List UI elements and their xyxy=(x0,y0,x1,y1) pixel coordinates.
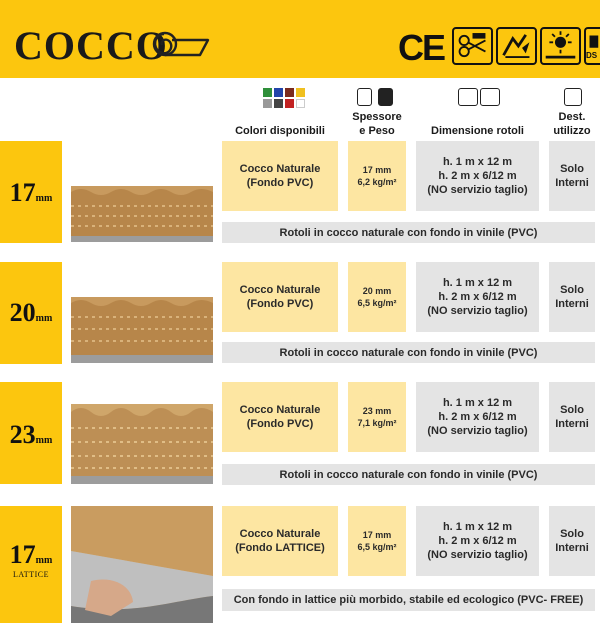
product-backing: (Fondo PVC) xyxy=(246,177,314,189)
brand-title: COCCO xyxy=(14,23,168,68)
ce-mark: CE xyxy=(398,27,445,68)
dimension-note: (NO servizio taglio) xyxy=(427,549,528,561)
ds-label: DS xyxy=(586,51,598,60)
spec-thickness: 23 mm xyxy=(362,406,392,416)
spec-thickness: 17 mm xyxy=(362,530,392,540)
thickness-value: 17 xyxy=(9,540,36,569)
dimension-1: h. 1 m x 12 m xyxy=(442,521,513,533)
destination-line2: Interni xyxy=(555,177,589,189)
dimension-2: h. 2 m x 6/12 m xyxy=(438,411,517,423)
column-destination-line1: Dest. xyxy=(558,111,586,123)
latex-mat-photo xyxy=(71,506,213,623)
swatch-grey xyxy=(263,99,272,108)
dimension-note: (NO servizio taglio) xyxy=(427,305,528,317)
swatch-brown xyxy=(285,88,294,97)
spec-thickness: 20 mm xyxy=(362,286,392,296)
coir-mat-photo xyxy=(71,297,213,363)
header-banner xyxy=(0,0,600,78)
column-thickness-line1: Spessore xyxy=(352,111,402,123)
dimension-note: (NO servizio taglio) xyxy=(427,184,528,196)
product-name-cell xyxy=(222,141,338,211)
thickness-value: 17 xyxy=(9,178,36,207)
description-strip: Con fondo in lattice più morbido, stabile ed ecologico (PVC- FREE) xyxy=(222,589,595,611)
product-name-cell xyxy=(222,382,338,452)
swatch-red xyxy=(285,99,294,108)
spec-weight: 6,5 kg/m² xyxy=(357,298,397,308)
destination-cell xyxy=(549,506,595,576)
swatch-blue xyxy=(274,88,283,97)
spec-weight: 7,1 kg/m² xyxy=(357,418,397,428)
dimension-cell xyxy=(416,141,539,211)
destination-cell xyxy=(549,141,595,211)
grip-resistance-icon xyxy=(496,27,537,65)
backing-type-label: LATTICE xyxy=(13,570,49,579)
dimension-2: h. 2 m x 6/12 m xyxy=(438,170,517,182)
column-colors: Colori disponibili xyxy=(235,125,325,137)
weight-icon xyxy=(378,88,393,106)
thickness-unit: mm xyxy=(35,313,53,324)
destination-cell xyxy=(549,382,595,452)
sun-resistance-icon xyxy=(540,27,581,65)
dimension-2: h. 2 m x 6/12 m xyxy=(438,291,517,303)
product-name: Cocco Naturale xyxy=(239,163,321,175)
description-strip: Rotoli in cocco naturale con fondo in vinile (PVC) xyxy=(222,342,595,363)
product-backing: (Fondo LATTICE) xyxy=(235,542,325,554)
product-backing: (Fondo PVC) xyxy=(246,418,314,430)
thickness-label xyxy=(0,540,62,570)
destination-line1: Solo xyxy=(560,284,584,296)
cutting-scissors-icon xyxy=(452,27,493,65)
roll-height-icon xyxy=(458,88,478,106)
column-destination-line2: utilizzo xyxy=(553,125,591,137)
dimension-1: h. 1 m x 12 m xyxy=(442,277,513,289)
color-swatches xyxy=(263,88,305,108)
spec-cell xyxy=(348,141,406,211)
destination-line2: Interni xyxy=(555,418,589,430)
thickness-unit: mm xyxy=(35,193,53,204)
spec-cell xyxy=(348,262,406,332)
thickness-label xyxy=(0,178,62,208)
product-name: Cocco Naturale xyxy=(239,528,321,540)
swatch-white xyxy=(296,99,305,108)
thickness-icon xyxy=(357,88,372,106)
thickness-value: 23 xyxy=(9,420,36,449)
spec-cell xyxy=(348,506,406,576)
spec-weight: 6,5 kg/m² xyxy=(357,542,397,552)
dimension-cell xyxy=(416,382,539,452)
swatch-green xyxy=(263,88,272,97)
dimension-2: h. 2 m x 6/12 m xyxy=(438,535,517,547)
dimension-1: h. 1 m x 12 m xyxy=(442,156,513,168)
dimension-cell xyxy=(416,262,539,332)
indoor-use-icon xyxy=(564,88,582,106)
description-strip: Rotoli in cocco naturale con fondo in vinile (PVC) xyxy=(222,464,595,485)
spec-weight: 6,2 kg/m² xyxy=(357,177,397,187)
swatch-yellow xyxy=(296,88,305,97)
column-thickness-line2: e Peso xyxy=(359,125,395,137)
destination-cell xyxy=(549,262,595,332)
thickness-unit: mm xyxy=(35,555,53,566)
dimension-1: h. 1 m x 12 m xyxy=(442,397,513,409)
swatch-dark xyxy=(274,99,283,108)
roll-length-icon xyxy=(480,88,500,106)
product-name-cell xyxy=(222,262,338,332)
product-name: Cocco Naturale xyxy=(239,404,321,416)
product-backing: (Fondo PVC) xyxy=(246,298,314,310)
description-strip: Rotoli in cocco naturale con fondo in vinile (PVC) xyxy=(222,222,595,243)
spec-thickness: 17 mm xyxy=(362,165,392,175)
dimension-note: (NO servizio taglio) xyxy=(427,425,528,437)
column-dimensions: Dimensione rotoli xyxy=(431,125,524,137)
destination-line1: Solo xyxy=(560,404,584,416)
thickness-label xyxy=(0,298,62,328)
destination-line2: Interni xyxy=(555,542,589,554)
thickness-unit: mm xyxy=(35,435,53,446)
dimension-cell xyxy=(416,506,539,576)
destination-line1: Solo xyxy=(560,163,584,175)
product-name: Cocco Naturale xyxy=(239,284,321,296)
destination-line1: Solo xyxy=(560,528,584,540)
destination-line2: Interni xyxy=(555,298,589,310)
column-destination xyxy=(549,110,595,138)
spec-cell xyxy=(348,382,406,452)
coir-mat-photo xyxy=(71,186,213,242)
coir-mat-photo xyxy=(71,404,213,484)
thickness-label xyxy=(0,420,62,450)
thickness-value: 20 xyxy=(9,298,36,327)
mat-roll-icon xyxy=(150,26,210,66)
product-name-cell xyxy=(222,506,338,576)
column-thickness xyxy=(345,110,409,138)
